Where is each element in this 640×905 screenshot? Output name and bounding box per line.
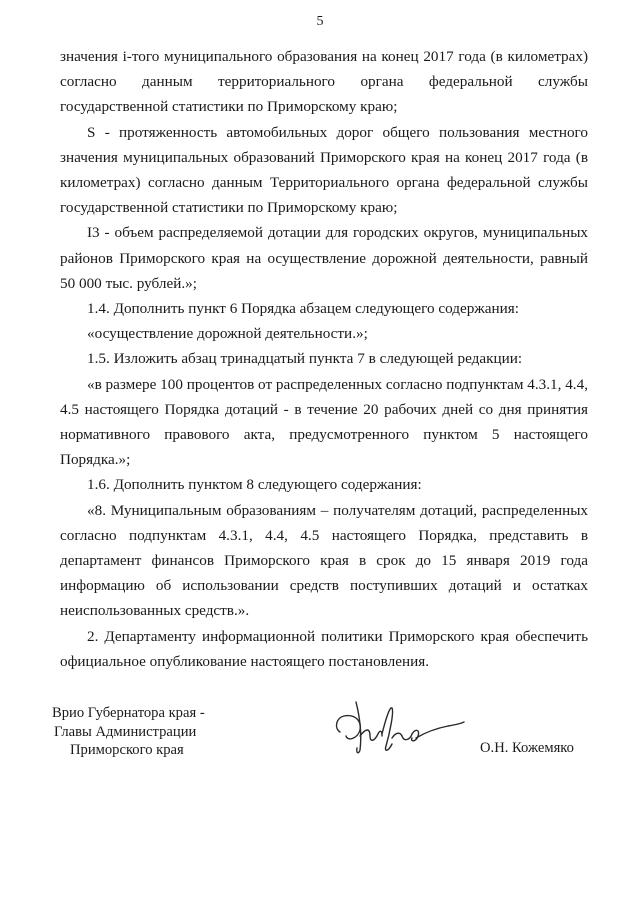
signatory-title-line-2: Главы Администрации <box>54 723 197 740</box>
paragraph-item-1-5: 1.5. Изложить абзац тринадцатый пункта 7 в следующей редакции: <box>87 350 523 368</box>
paragraph-variable-i3: I3 - объем распределяемой дотации для городских округов, муниципальных районов Приморского края на осуществление дорожной деятельности, равный 50 000 тыс. рублей.»; <box>60 224 588 292</box>
signatory-title <box>52 704 205 760</box>
paragraph-item-1-4-content: «осуществление дорожной деятельности.»; <box>87 325 368 343</box>
paragraph-variable-s: S - протяженность автомобильных дорог общего пользования местного значения муниципальных образований Приморского края на конец 2017 года (в километрах) согласно данным Территориального органа федеральной службы государственной статистики по Приморскому краю; <box>60 123 588 217</box>
page-number: 5 <box>316 14 324 29</box>
signatory-title-line-1: Врио Губернатора края - <box>52 705 205 721</box>
handwritten-signature <box>330 688 470 768</box>
paragraph-item-1-4: 1.4. Дополнить пункт 6 Порядка абзацем следующего содержания: <box>87 300 519 318</box>
paragraph-item-1-6: 1.6. Дополнить пунктом 8 следующего содержания: <box>87 476 422 494</box>
signatory-title-line-3: Приморского края <box>70 742 184 758</box>
paragraph-item-2: 2. Департаменту информационной политики Приморского края обеспечить официальное опубликование настоящего постановления. <box>60 627 588 670</box>
signatory-name: О.Н. Кожемяко <box>480 740 574 756</box>
document-body <box>60 44 588 674</box>
paragraph-item-1-6-content: «8. Муниципальным образованиям – получателям дотаций, распределенных согласно подпунктам 4.3.1, 4.4, 4.5 настоящего Порядка, представить в департамент финансов Приморского края в срок до 15 января 2019 года информацию об использовании средств поступивших дотаций и остатках неиспользованных средств.». <box>60 501 588 620</box>
paragraph-item-1-5-content: «в размере 100 процентов от распределенных согласно подпунктам 4.3.1, 4.4, 4.5 настоящего Порядка дотаций - в течение 20 рабочих дней со дня принятия нормативного правового акта, предусмотренного пунктом 5 настоящего Порядка.»; <box>60 375 588 469</box>
paragraph-variable-continuation: значения i-того муниципального образования на конец 2017 года (в километрах) согласно данным территориального органа федеральной службы государственной статистики по Приморскому краю; <box>60 48 588 116</box>
